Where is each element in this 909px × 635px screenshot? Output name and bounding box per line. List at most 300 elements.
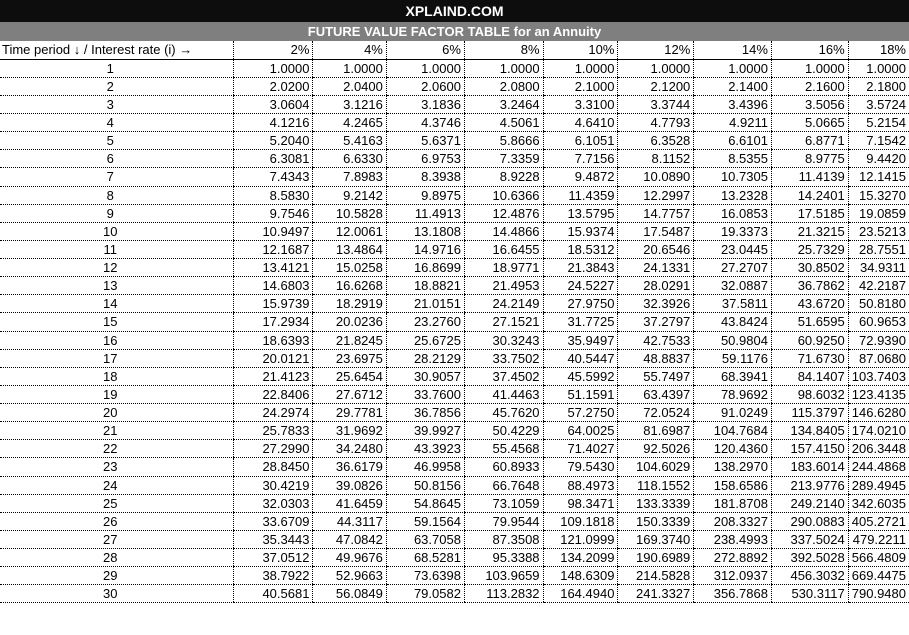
factor-cell: 8.9228: [464, 168, 543, 186]
factor-cell: 146.6280: [848, 404, 909, 422]
factor-cell: 2.0600: [386, 77, 464, 95]
factor-cell: 11.4139: [771, 168, 848, 186]
header-row: [0, 41, 909, 59]
factor-cell: 1.0000: [543, 59, 618, 77]
factor-cell: 115.3797: [771, 404, 848, 422]
factor-cell: 27.1521: [464, 313, 543, 331]
factor-cell: 25.6725: [386, 331, 464, 349]
factor-cell: 5.2154: [848, 114, 909, 132]
factor-cell: 158.6586: [694, 476, 772, 494]
factor-cell: 60.8933: [464, 458, 543, 476]
factor-cell: 3.1216: [313, 95, 386, 113]
table-row: [0, 567, 909, 585]
factor-cell: 40.5681: [234, 585, 313, 603]
factor-cell: 3.3100: [543, 95, 618, 113]
factor-cell: 17.2934: [234, 313, 313, 331]
factor-cell: 46.9958: [386, 458, 464, 476]
table-row: [0, 367, 909, 385]
factor-cell: 2.0200: [234, 77, 313, 95]
factor-cell: 37.5811: [694, 295, 772, 313]
factor-cell: 21.4123: [234, 367, 313, 385]
factor-cell: 20.0236: [313, 313, 386, 331]
factor-cell: 36.7856: [386, 404, 464, 422]
factor-cell: 49.9676: [313, 549, 386, 567]
table-row: [0, 114, 909, 132]
time-period-cell: 19: [0, 385, 234, 403]
factor-cell: 405.2721: [848, 512, 909, 530]
time-period-cell: 7: [0, 168, 234, 186]
time-period-cell: 28: [0, 549, 234, 567]
factor-cell: 479.2211: [848, 530, 909, 548]
factor-cell: 15.3270: [848, 186, 909, 204]
factor-cell: 50.9804: [694, 331, 772, 349]
factor-cell: 208.3327: [694, 512, 772, 530]
factor-cell: 15.9739: [234, 295, 313, 313]
table-row: [0, 476, 909, 494]
factor-cell: 57.2750: [543, 404, 618, 422]
factor-cell: 12.1687: [234, 240, 313, 258]
factor-cell: 1.0000: [234, 59, 313, 77]
factor-cell: 13.4864: [313, 240, 386, 258]
factor-cell: 530.3117: [771, 585, 848, 603]
factor-cell: 4.5061: [464, 114, 543, 132]
factor-cell: 16.6268: [313, 277, 386, 295]
factor-cell: 113.2832: [464, 585, 543, 603]
factor-cell: 45.7620: [464, 404, 543, 422]
rate-header: 10%: [543, 41, 618, 59]
factor-cell: 1.0000: [386, 59, 464, 77]
factor-cell: 121.0999: [543, 530, 618, 548]
factor-cell: 24.5227: [543, 277, 618, 295]
factor-cell: 14.7757: [618, 204, 694, 222]
factor-cell: 12.0061: [313, 222, 386, 240]
time-period-cell: 20: [0, 404, 234, 422]
factor-cell: 21.3843: [543, 259, 618, 277]
factor-cell: 63.7058: [386, 530, 464, 548]
factor-cell: 3.3744: [618, 95, 694, 113]
factor-cell: 48.8837: [618, 349, 694, 367]
factor-cell: 174.0210: [848, 422, 909, 440]
factor-cell: 249.2140: [771, 494, 848, 512]
factor-cell: 20.0121: [234, 349, 313, 367]
factor-cell: 109.1818: [543, 512, 618, 530]
factor-cell: 13.4121: [234, 259, 313, 277]
factor-cell: 40.5447: [543, 349, 618, 367]
rate-header: 4%: [313, 41, 386, 59]
factor-cell: 27.2990: [234, 440, 313, 458]
time-period-cell: 30: [0, 585, 234, 603]
table-row: [0, 77, 909, 95]
factor-cell: 7.4343: [234, 168, 313, 186]
factor-cell: 4.6410: [543, 114, 618, 132]
table-row: [0, 458, 909, 476]
factor-cell: 9.2142: [313, 186, 386, 204]
factor-cell: 5.4163: [313, 132, 386, 150]
factor-cell: 87.3508: [464, 530, 543, 548]
time-period-cell: 6: [0, 150, 234, 168]
factor-cell: 10.5828: [313, 204, 386, 222]
factor-cell: 88.4973: [543, 476, 618, 494]
factor-cell: 39.9927: [386, 422, 464, 440]
time-period-cell: 21: [0, 422, 234, 440]
factor-cell: 37.0512: [234, 549, 313, 567]
factor-cell: 43.3923: [386, 440, 464, 458]
factor-cell: 2.1600: [771, 77, 848, 95]
factor-cell: 13.5795: [543, 204, 618, 222]
time-period-cell: 9: [0, 204, 234, 222]
factor-cell: 17.5487: [618, 222, 694, 240]
rate-header: 16%: [771, 41, 848, 59]
factor-cell: 59.1176: [694, 349, 772, 367]
factor-cell: 18.8821: [386, 277, 464, 295]
table-title: FUTURE VALUE FACTOR TABLE for an Annuity: [0, 22, 909, 41]
factor-cell: 133.3339: [618, 494, 694, 512]
factor-cell: 72.0524: [618, 404, 694, 422]
factor-cell: 10.9497: [234, 222, 313, 240]
factor-cell: 79.0582: [386, 585, 464, 603]
time-period-cell: 15: [0, 313, 234, 331]
time-period-cell: 23: [0, 458, 234, 476]
factor-cell: 20.6546: [618, 240, 694, 258]
factor-cell: 2.0400: [313, 77, 386, 95]
factor-cell: 134.2099: [543, 549, 618, 567]
factor-cell: 3.0604: [234, 95, 313, 113]
factor-cell: 37.4502: [464, 367, 543, 385]
factor-cell: 342.6035: [848, 494, 909, 512]
factor-cell: 18.5312: [543, 240, 618, 258]
table-row: [0, 132, 909, 150]
factor-cell: 3.1836: [386, 95, 464, 113]
table-row: [0, 512, 909, 530]
factor-cell: 6.3081: [234, 150, 313, 168]
factor-cell: 6.1051: [543, 132, 618, 150]
factor-cell: 28.8450: [234, 458, 313, 476]
factor-cell: 241.3327: [618, 585, 694, 603]
factor-cell: 78.9692: [694, 385, 772, 403]
factor-cell: 50.8156: [386, 476, 464, 494]
factor-cell: 6.9753: [386, 150, 464, 168]
factor-cell: 71.6730: [771, 349, 848, 367]
factor-cell: 66.7648: [464, 476, 543, 494]
factor-cell: 13.2328: [694, 186, 772, 204]
factor-cell: 5.2040: [234, 132, 313, 150]
rate-header: 6%: [386, 41, 464, 59]
factor-cell: 24.2149: [464, 295, 543, 313]
factor-cell: 41.6459: [313, 494, 386, 512]
factor-cell: 98.3471: [543, 494, 618, 512]
factor-cell: 14.6803: [234, 277, 313, 295]
factor-cell: 44.3117: [313, 512, 386, 530]
factor-cell: 19.3373: [694, 222, 772, 240]
table-row: [0, 259, 909, 277]
factor-cell: 33.6709: [234, 512, 313, 530]
factor-cell: 84.1407: [771, 367, 848, 385]
factor-cell: 4.9211: [694, 114, 772, 132]
table-row: [0, 59, 909, 77]
factor-cell: 10.6366: [464, 186, 543, 204]
table-row: [0, 440, 909, 458]
factor-cell: 95.3388: [464, 549, 543, 567]
factor-cell: 42.7533: [618, 331, 694, 349]
time-period-cell: 12: [0, 259, 234, 277]
factor-cell: 32.0887: [694, 277, 772, 295]
factor-cell: 21.4953: [464, 277, 543, 295]
factor-cell: 1.0000: [694, 59, 772, 77]
factor-cell: 41.4463: [464, 385, 543, 403]
factor-cell: 8.1152: [618, 150, 694, 168]
time-period-cell: 27: [0, 530, 234, 548]
factor-cell: 4.3746: [386, 114, 464, 132]
factor-cell: 91.0249: [694, 404, 772, 422]
factor-cell: 6.6330: [313, 150, 386, 168]
table-row: [0, 277, 909, 295]
factor-cell: 21.3215: [771, 222, 848, 240]
factor-cell: 3.2464: [464, 95, 543, 113]
factor-cell: 14.4866: [464, 222, 543, 240]
factor-cell: 118.1552: [618, 476, 694, 494]
table-row: [0, 168, 909, 186]
factor-cell: 15.9374: [543, 222, 618, 240]
factor-cell: 7.7156: [543, 150, 618, 168]
factor-cell: 42.2187: [848, 277, 909, 295]
factor-cell: 33.7502: [464, 349, 543, 367]
factor-cell: 1.0000: [464, 59, 543, 77]
table-row: [0, 295, 909, 313]
factor-cell: 289.4945: [848, 476, 909, 494]
time-period-cell: 16: [0, 331, 234, 349]
factor-cell: 1.0000: [771, 59, 848, 77]
rate-header: 14%: [694, 41, 772, 59]
factor-cell: 8.5355: [694, 150, 772, 168]
factor-cell: 103.9659: [464, 567, 543, 585]
table-row: [0, 186, 909, 204]
factor-cell: 28.0291: [618, 277, 694, 295]
factor-cell: 12.4876: [464, 204, 543, 222]
table-row: [0, 530, 909, 548]
time-period-cell: 14: [0, 295, 234, 313]
factor-cell: 4.1216: [234, 114, 313, 132]
factor-cell: 30.9057: [386, 367, 464, 385]
factor-cell: 5.6371: [386, 132, 464, 150]
factor-cell: 1.0000: [313, 59, 386, 77]
factor-cell: 27.6712: [313, 385, 386, 403]
factor-cell: 39.0826: [313, 476, 386, 494]
factor-cell: 60.9250: [771, 331, 848, 349]
factor-cell: 50.8180: [848, 295, 909, 313]
time-period-cell: 26: [0, 512, 234, 530]
time-period-cell: 11: [0, 240, 234, 258]
factor-cell: 6.6101: [694, 132, 772, 150]
factor-cell: 7.8983: [313, 168, 386, 186]
factor-cell: 356.7868: [694, 585, 772, 603]
factor-cell: 71.4027: [543, 440, 618, 458]
factor-cell: 21.8245: [313, 331, 386, 349]
factor-cell: 138.2970: [694, 458, 772, 476]
factor-cell: 27.2707: [694, 259, 772, 277]
table-row: [0, 349, 909, 367]
table-row: [0, 204, 909, 222]
factor-cell: 73.6398: [386, 567, 464, 585]
factor-cell: 16.6455: [464, 240, 543, 258]
table-row: [0, 585, 909, 603]
factor-cell: 2.1000: [543, 77, 618, 95]
factor-cell: 68.3941: [694, 367, 772, 385]
factor-cell: 16.8699: [386, 259, 464, 277]
factor-cell: 104.7684: [694, 422, 772, 440]
table-row: [0, 404, 909, 422]
factor-cell: 7.3359: [464, 150, 543, 168]
time-period-cell: 18: [0, 367, 234, 385]
time-period-cell: 29: [0, 567, 234, 585]
site-name: XPLAIND.COM: [0, 0, 909, 22]
factor-cell: 52.9663: [313, 567, 386, 585]
factor-cell: 14.2401: [771, 186, 848, 204]
time-period-cell: 17: [0, 349, 234, 367]
factor-cell: 11.4913: [386, 204, 464, 222]
factor-cell: 25.6454: [313, 367, 386, 385]
factor-cell: 19.0859: [848, 204, 909, 222]
factor-cell: 29.7781: [313, 404, 386, 422]
factor-cell: 238.4993: [694, 530, 772, 548]
factor-cell: 12.2997: [618, 186, 694, 204]
factor-cell: 47.0842: [313, 530, 386, 548]
factor-cell: 183.6014: [771, 458, 848, 476]
factor-cell: 4.7793: [618, 114, 694, 132]
factor-cell: 190.6989: [618, 549, 694, 567]
factor-cell: 34.2480: [313, 440, 386, 458]
factor-cell: 55.7497: [618, 367, 694, 385]
factor-cell: 6.8771: [771, 132, 848, 150]
factor-cell: 790.9480: [848, 585, 909, 603]
factor-cell: 92.5026: [618, 440, 694, 458]
factor-cell: 148.6309: [543, 567, 618, 585]
factor-cell: 73.1059: [464, 494, 543, 512]
factor-cell: 25.7833: [234, 422, 313, 440]
factor-cell: 103.7403: [848, 367, 909, 385]
factor-cell: 28.7551: [848, 240, 909, 258]
factor-cell: 392.5028: [771, 549, 848, 567]
factor-cell: 9.7546: [234, 204, 313, 222]
factor-cell: 34.9311: [848, 259, 909, 277]
factor-cell: 30.8502: [771, 259, 848, 277]
factor-cell: 169.3740: [618, 530, 694, 548]
factor-cell: 35.9497: [543, 331, 618, 349]
factor-cell: 18.6393: [234, 331, 313, 349]
factor-cell: 7.1542: [848, 132, 909, 150]
factor-cell: 38.7922: [234, 567, 313, 585]
factor-cell: 290.0883: [771, 512, 848, 530]
factor-cell: 9.4872: [543, 168, 618, 186]
factor-cell: 2.1200: [618, 77, 694, 95]
factor-cell: 134.8405: [771, 422, 848, 440]
time-period-cell: 10: [0, 222, 234, 240]
factor-cell: 59.1564: [386, 512, 464, 530]
rate-header: 12%: [618, 41, 694, 59]
time-period-cell: 5: [0, 132, 234, 150]
factor-cell: 24.2974: [234, 404, 313, 422]
factor-cell: 30.4219: [234, 476, 313, 494]
factor-cell: 566.4809: [848, 549, 909, 567]
factor-cell: 64.0025: [543, 422, 618, 440]
fv-annuity-table: [0, 41, 909, 603]
factor-cell: 31.7725: [543, 313, 618, 331]
factor-cell: 55.4568: [464, 440, 543, 458]
factor-cell: 43.8424: [694, 313, 772, 331]
factor-cell: 79.5430: [543, 458, 618, 476]
rate-header: 2%: [234, 41, 313, 59]
factor-cell: 13.1808: [386, 222, 464, 240]
factor-cell: 214.5828: [618, 567, 694, 585]
factor-cell: 25.7329: [771, 240, 848, 258]
factor-cell: 2.0800: [464, 77, 543, 95]
factor-cell: 45.5992: [543, 367, 618, 385]
factor-cell: 206.3448: [848, 440, 909, 458]
factor-cell: 27.9750: [543, 295, 618, 313]
factor-cell: 18.2919: [313, 295, 386, 313]
factor-cell: 36.7862: [771, 277, 848, 295]
factor-cell: 15.0258: [313, 259, 386, 277]
factor-cell: 1.0000: [618, 59, 694, 77]
factor-cell: 23.5213: [848, 222, 909, 240]
factor-cell: 22.8406: [234, 385, 313, 403]
factor-cell: 2.1800: [848, 77, 909, 95]
factor-cell: 56.0849: [313, 585, 386, 603]
factor-cell: 28.2129: [386, 349, 464, 367]
time-period-cell: 2: [0, 77, 234, 95]
factor-cell: 6.3528: [618, 132, 694, 150]
factor-cell: 30.3243: [464, 331, 543, 349]
factor-cell: 23.2760: [386, 313, 464, 331]
factor-cell: 72.9390: [848, 331, 909, 349]
table-row: [0, 385, 909, 403]
table-row: [0, 549, 909, 567]
factor-cell: 5.0665: [771, 114, 848, 132]
factor-cell: 63.4397: [618, 385, 694, 403]
factor-cell: 123.4135: [848, 385, 909, 403]
factor-cell: 21.0151: [386, 295, 464, 313]
factor-cell: 68.5281: [386, 549, 464, 567]
table-row: [0, 313, 909, 331]
factor-cell: 213.9776: [771, 476, 848, 494]
time-period-cell: 24: [0, 476, 234, 494]
factor-cell: 12.1415: [848, 168, 909, 186]
factor-cell: 10.0890: [618, 168, 694, 186]
table-row: [0, 95, 909, 113]
factor-cell: 11.4359: [543, 186, 618, 204]
factor-cell: 37.2797: [618, 313, 694, 331]
factor-cell: 8.5830: [234, 186, 313, 204]
factor-cell: 10.7305: [694, 168, 772, 186]
table-row: [0, 331, 909, 349]
factor-cell: 24.1331: [618, 259, 694, 277]
factor-cell: 3.5056: [771, 95, 848, 113]
factor-cell: 16.0853: [694, 204, 772, 222]
factor-cell: 23.6975: [313, 349, 386, 367]
factor-cell: 32.0303: [234, 494, 313, 512]
factor-cell: 3.5724: [848, 95, 909, 113]
factor-cell: 98.6032: [771, 385, 848, 403]
factor-cell: 4.2465: [313, 114, 386, 132]
factor-cell: 312.0937: [694, 567, 772, 585]
time-period-cell: 1: [0, 59, 234, 77]
factor-cell: 32.3926: [618, 295, 694, 313]
factor-cell: 337.5024: [771, 530, 848, 548]
table-row: [0, 240, 909, 258]
table-row: [0, 222, 909, 240]
table-row: [0, 150, 909, 168]
factor-cell: 3.4396: [694, 95, 772, 113]
factor-cell: 669.4475: [848, 567, 909, 585]
